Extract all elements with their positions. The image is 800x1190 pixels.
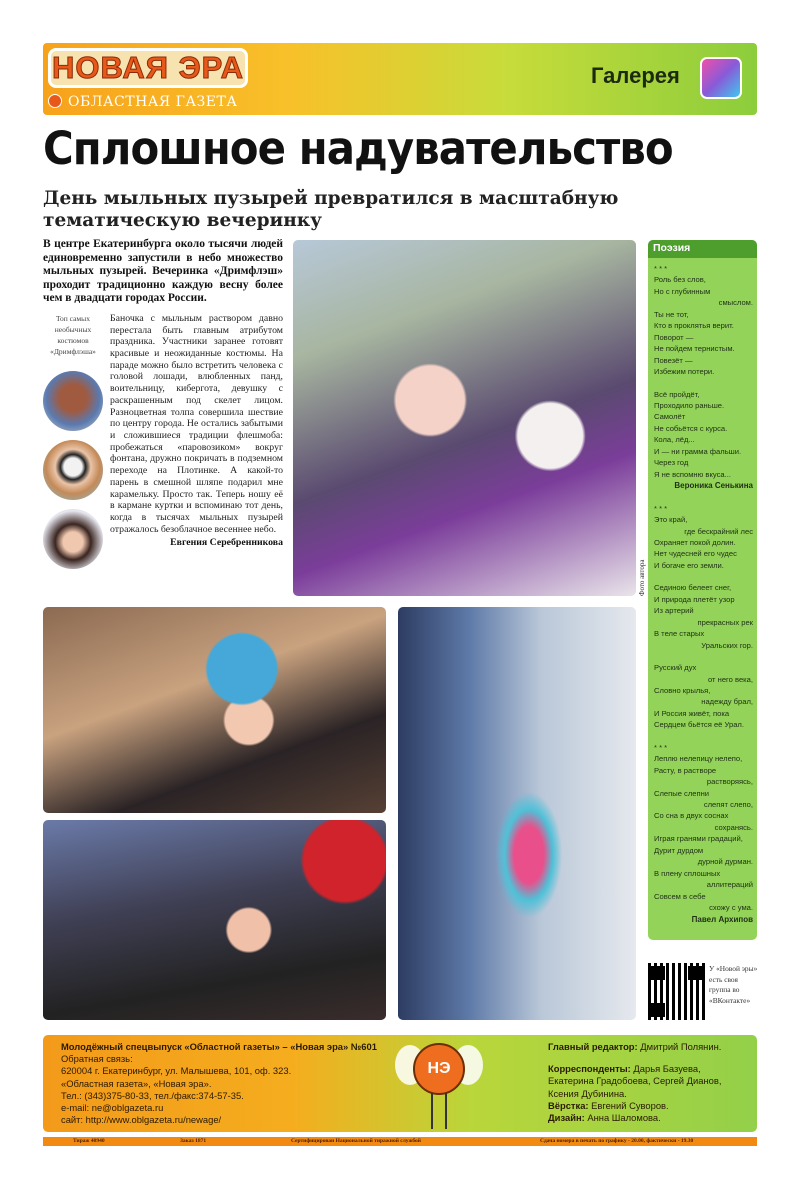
certification: Сертифицирован Национальной тиражной службой [291, 1138, 421, 1144]
poem-line: Из артерий [654, 606, 694, 616]
poem-line: И богаче его земли. [654, 560, 724, 570]
lead-paragraph: В центре Екатеринбурга около тысячи людей единовременно запустили в небо множество мыльных пузырей. Вечеринка «Дримфлэш» проходит традиционно каждую весну более чем в двадцати городах России. [43, 238, 283, 305]
print-info-strip [43, 1137, 757, 1146]
article-row [43, 313, 283, 578]
stanza-gap [654, 571, 753, 582]
logo-subtitle-text: ОБЛАСТНАЯ ГАЗЕТА [68, 94, 238, 110]
email-link[interactable]: e-mail: ne@oblgazeta.ru [61, 1102, 164, 1114]
website-link[interactable]: сайт: http://www.oblgazeta.ru/newage/ [61, 1114, 222, 1126]
poem-line: Ты не тот, [654, 309, 689, 319]
editor-name: Дмитрий Полянин. [637, 1041, 722, 1052]
poem-line: Я не вспомню вкуса... [654, 469, 731, 479]
section-title: Галерея [591, 63, 680, 88]
photo-tutu-girl [398, 607, 636, 1020]
footer-imprint [43, 1035, 757, 1132]
poem-line: Кола, лёд... [654, 435, 695, 445]
costume-photo-warrior [43, 509, 103, 569]
poem-line: слепят слепо, [703, 800, 753, 810]
poem-line: В плену сплошных [654, 868, 721, 878]
qr-code[interactable] [648, 963, 705, 1020]
poem-line: Поворот — [654, 332, 694, 342]
poem-line: И — ни грамма фальши. [654, 446, 742, 456]
poem-line: И Россия живёт, пока [654, 708, 730, 718]
editor-label: Главный редактор: [548, 1041, 638, 1052]
poem-line: растворяясь, [706, 777, 753, 787]
circulation: Тираж 40940 [73, 1138, 105, 1144]
poem-line: Но с глубинным [654, 286, 711, 296]
order-number: Заказ 1871 [180, 1138, 207, 1144]
subheadline: День мыльных пузырей превратился в масштабную тематическую вечеринку [43, 188, 619, 231]
poem-line: Играя гранями градаций, [654, 834, 743, 844]
poem-line: надежду брал, [701, 697, 753, 707]
poem-line: Сединою белеет снег, [654, 583, 732, 593]
logo[interactable]: НОВАЯ ЭРА [48, 48, 248, 88]
qr-caption: У «Новой эры» есть своя группа во «ВКонтакте» [709, 964, 758, 1005]
correspondents: Екатерина Градобоева, Сергей Дианов, [548, 1075, 722, 1087]
article-body: Баночка с мыльным раствором давно перестала быть главным атрибутом праздника. Участники заранее готовят красивые и неожиданные костюмы. На параде можно было встретить человека с головой лошади, влюбленных панд, воительницу, кибергота, девушку с раскрашенным под скелет лицом. Разноцветная толпа совершила шествие по центру города. Не остались забытыми и сложившиеся традиции флешмоба: пробежаться «паровозиком» вокруг фонтана, дружно покричать в подземном переходе на Плотинке. А какой-то парень в смешной шляпе подарил мне карамельку. Просто так. Теперь ношу её в кармане куртки и вспоминаю тот день, когда в тысячах мыльных пузырей отражалось безоблачное весеннее небо. [110, 312, 283, 535]
poem-line: Со сна в двух соснах [654, 811, 729, 821]
poem-line: аллитераций [706, 880, 753, 890]
poem-line: сохранясь. [714, 822, 753, 832]
poetry-heading: Поэзия [648, 240, 757, 258]
poem-line: Леплю нелепицу нелепо, [654, 754, 743, 764]
poem-line: Русский дух [654, 663, 697, 673]
layout-name: Евгений Суворов. [588, 1099, 669, 1111]
poem-line: Повезёт — [654, 355, 693, 365]
photo-credit: Фото автора [638, 559, 646, 596]
stanza-gap [654, 651, 753, 662]
poem-line: Это край, [654, 515, 688, 525]
poem-line: Через год [654, 458, 689, 468]
poem-author: Павел Архипов [691, 914, 753, 924]
costume-photo-panda [43, 440, 103, 500]
photo-crowd [43, 820, 386, 1020]
correspondents: Дарья Базуева, [630, 1063, 701, 1075]
poem-line: Всё пройдёт, [654, 389, 700, 399]
poem-line: где бескрайний лес [684, 526, 753, 536]
poem-line: прекрасных рек [697, 617, 753, 627]
poem-line: Нет чудесней его чудес [654, 549, 737, 559]
article-body-column [110, 313, 283, 578]
photo-bunny-girls [293, 240, 636, 596]
poem-line: Словно крылья, [654, 685, 711, 695]
stanza-gap [654, 492, 753, 503]
sidebar-caption: Топ самых необычных костюмов «Дримфлэша» [50, 313, 96, 356]
costume-photo-horse [43, 371, 103, 431]
poem-line: Проходило раньше. [654, 400, 725, 410]
poem-line: схожу с ума. [709, 903, 753, 913]
contact-line: Обратная связь: [61, 1053, 133, 1065]
poem-line: И природа плетёт узор [654, 594, 735, 604]
mascot-icon: НЭ [413, 1043, 465, 1095]
poem-line: дурной дурман. [697, 857, 753, 867]
stanza-gap [654, 378, 753, 389]
poetry-column [648, 240, 757, 940]
mascot-leg [431, 1093, 433, 1129]
poem-line: * * * [654, 503, 668, 513]
deadline: Сдача номера в печать по графику - 20.00, фактически - 19.30 [540, 1138, 694, 1144]
photo-blue-hair-girl [43, 607, 386, 813]
headline: Сплошное надувательство [43, 122, 673, 175]
article-column [43, 238, 283, 578]
correspondents: Ксения Дубинина. [548, 1087, 627, 1099]
contact-line: «Областная газета», «Новая эра». [61, 1077, 212, 1089]
design-name: Анна Шаломова. [584, 1112, 661, 1124]
poem-line: * * * [654, 742, 668, 752]
mascot-leg [445, 1093, 447, 1129]
stanza-gap [654, 731, 753, 742]
poem-line: Кто в проклятья верит. [654, 321, 734, 331]
poem-line: Не собьётся с курса. [654, 423, 728, 433]
footer-staff [548, 1041, 753, 1124]
poem-line: Охраняет покой долин. [654, 537, 736, 547]
poem-line: Расту, в растворе [654, 765, 717, 775]
footer-contacts [61, 1041, 391, 1126]
poem-line: Самолёт [654, 412, 686, 422]
poem-line: Роль без слов, [654, 275, 706, 285]
correspondents-label: Корреспонденты: [548, 1063, 631, 1075]
poem-line: Не пойдем тернистым. [654, 344, 735, 354]
poem-line: Совсем в себе [654, 891, 706, 901]
costume-sidebar [43, 313, 103, 578]
poem-line: Дурит дурдом [654, 845, 704, 855]
emblem-icon [48, 94, 62, 108]
logo-subtitle [48, 94, 237, 110]
poem-line: В теле старых [654, 629, 705, 639]
issue-title: Молодёжный спецвыпуск «Областной газеты» – «Новая эра» №601 [61, 1041, 377, 1052]
gallery-icon [700, 57, 742, 99]
article-author: Евгения Серебренникова [170, 537, 283, 549]
poem-line: смыслом. [718, 298, 753, 308]
contact-line: 620004 г. Екатеринбург, ул. Малышева, 101, оф. 323. [61, 1065, 292, 1077]
contact-line: Тел.: (343)375-80-33, тел./факс:374-57-35. [61, 1089, 244, 1101]
poem-line: Сердцем бьётся её Урал. [654, 720, 744, 730]
poem-line: * * * [654, 264, 668, 273]
poem-line: от него века, [708, 674, 753, 684]
poetry-body [648, 258, 757, 925]
poem-author: Вероника Сенькина [674, 481, 753, 491]
layout-label: Вёрстка: [548, 1099, 589, 1111]
masthead [43, 43, 757, 115]
poem-line: Слепые слепни [654, 788, 710, 798]
poem-line: Избежим потери. [654, 367, 715, 377]
design-label: Дизайн: [548, 1112, 585, 1124]
poem-line: Уральских гор. [701, 640, 753, 650]
